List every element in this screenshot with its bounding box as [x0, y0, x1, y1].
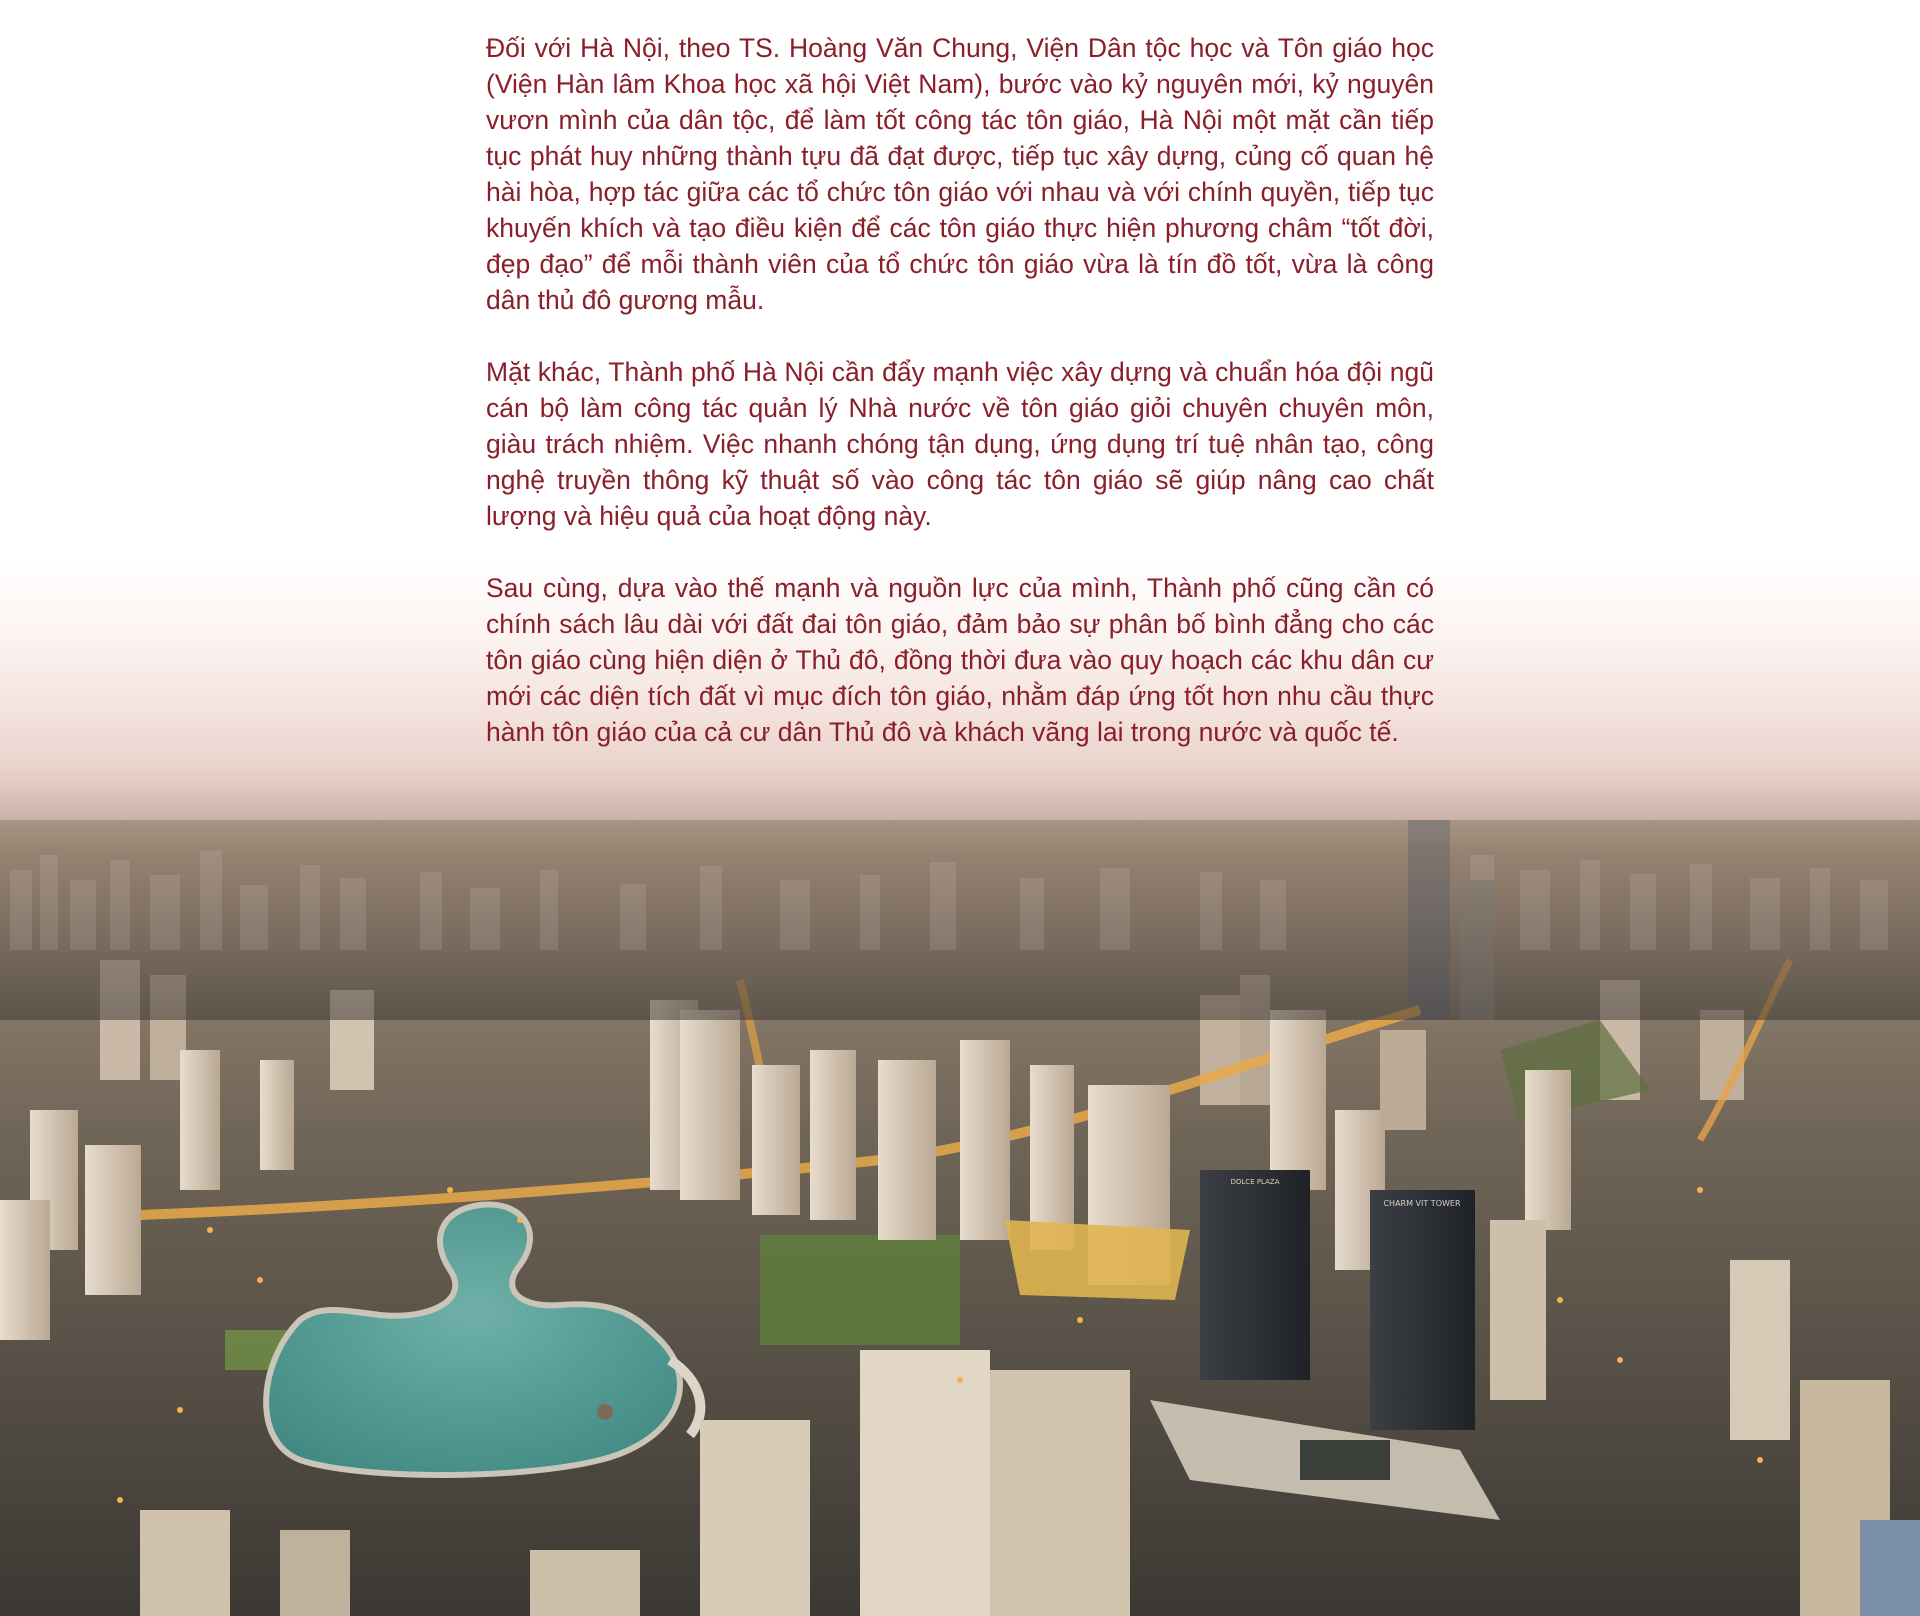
golden-podium [1005, 1220, 1190, 1300]
article-paragraph-2: Mặt khác, Thành phố Hà Nội cần đẩy mạnh việc xây dựng và chuẩn hóa đội ngũ cán bộ làm công tác quản lý Nhà nước về tôn giáo giỏi chuyên chuyên môn, giàu trách nhiệm. Việc nhanh chóng tận dụng, ứng dụng trí tuệ nhân tạo, công nghệ truyền thông kỹ thuật số vào công tác tôn giáo sẽ giúp nâng cao chất lượng và hiệu quả của hoạt động này. [486, 357, 1434, 531]
atmospheric-haze [0, 760, 1920, 1020]
dark-tower-left [1200, 1170, 1310, 1380]
article-paragraph-3: Sau cùng, dựa vào thế mạnh và nguồn lực của mình, Thành phố cũng cần có chính sách lâu dài với đất đai tôn giáo, đảm bảo sự phân bố bình đẳng cho các tôn giáo cùng hiện diện ở Thủ đô, đồng thời đưa vào quy hoạch các khu dân cư mới các diện tích đất vì mục đích tôn giáo, nhằm đáp ứng tốt hơn nhu cầu thực hành tôn giáo của cả cư dân Thủ đô và khách vãng lai trong nước và quốc tế. [486, 573, 1434, 747]
lake-fountain [597, 1404, 613, 1420]
city-panorama-illustration [0, 760, 1920, 1616]
article-body [486, 30, 1434, 750]
tower-sign-right: CHARM VIT TOWER [1383, 1199, 1461, 1208]
hanoi-aerial-photo [0, 760, 1920, 1616]
sports-fields [760, 1235, 960, 1345]
dark-tower-right [1370, 1190, 1475, 1430]
article-paragraph-1: Đối với Hà Nội, theo TS. Hoàng Văn Chung, Viện Dân tộc học và Tôn giáo học (Viện Hàn lâm Khoa học xã hội Việt Nam), bước vào kỷ nguyên mới, kỷ nguyên vươn mình của dân tộc, để làm tốt công tác tôn giáo, Hà Nội một mặt cần tiếp tục phát huy những thành tựu đã đạt được, tiếp tục xây dựng, củng cố quan hệ hài hòa, hợp tác giữa các tổ chức tôn giáo với nhau và với chính quyền, tiếp tục khuyến khích và tạo điều kiện để các tôn giáo thực hiện phương châm “tốt đời, đẹp đạo” để mỗi thành viên của tổ chức tôn giáo vừa là tín đồ tốt, vừa là công dân thủ đô gương mẫu. [486, 33, 1434, 315]
tower-sign-left: DOLCE PLAZA [1230, 1178, 1280, 1186]
